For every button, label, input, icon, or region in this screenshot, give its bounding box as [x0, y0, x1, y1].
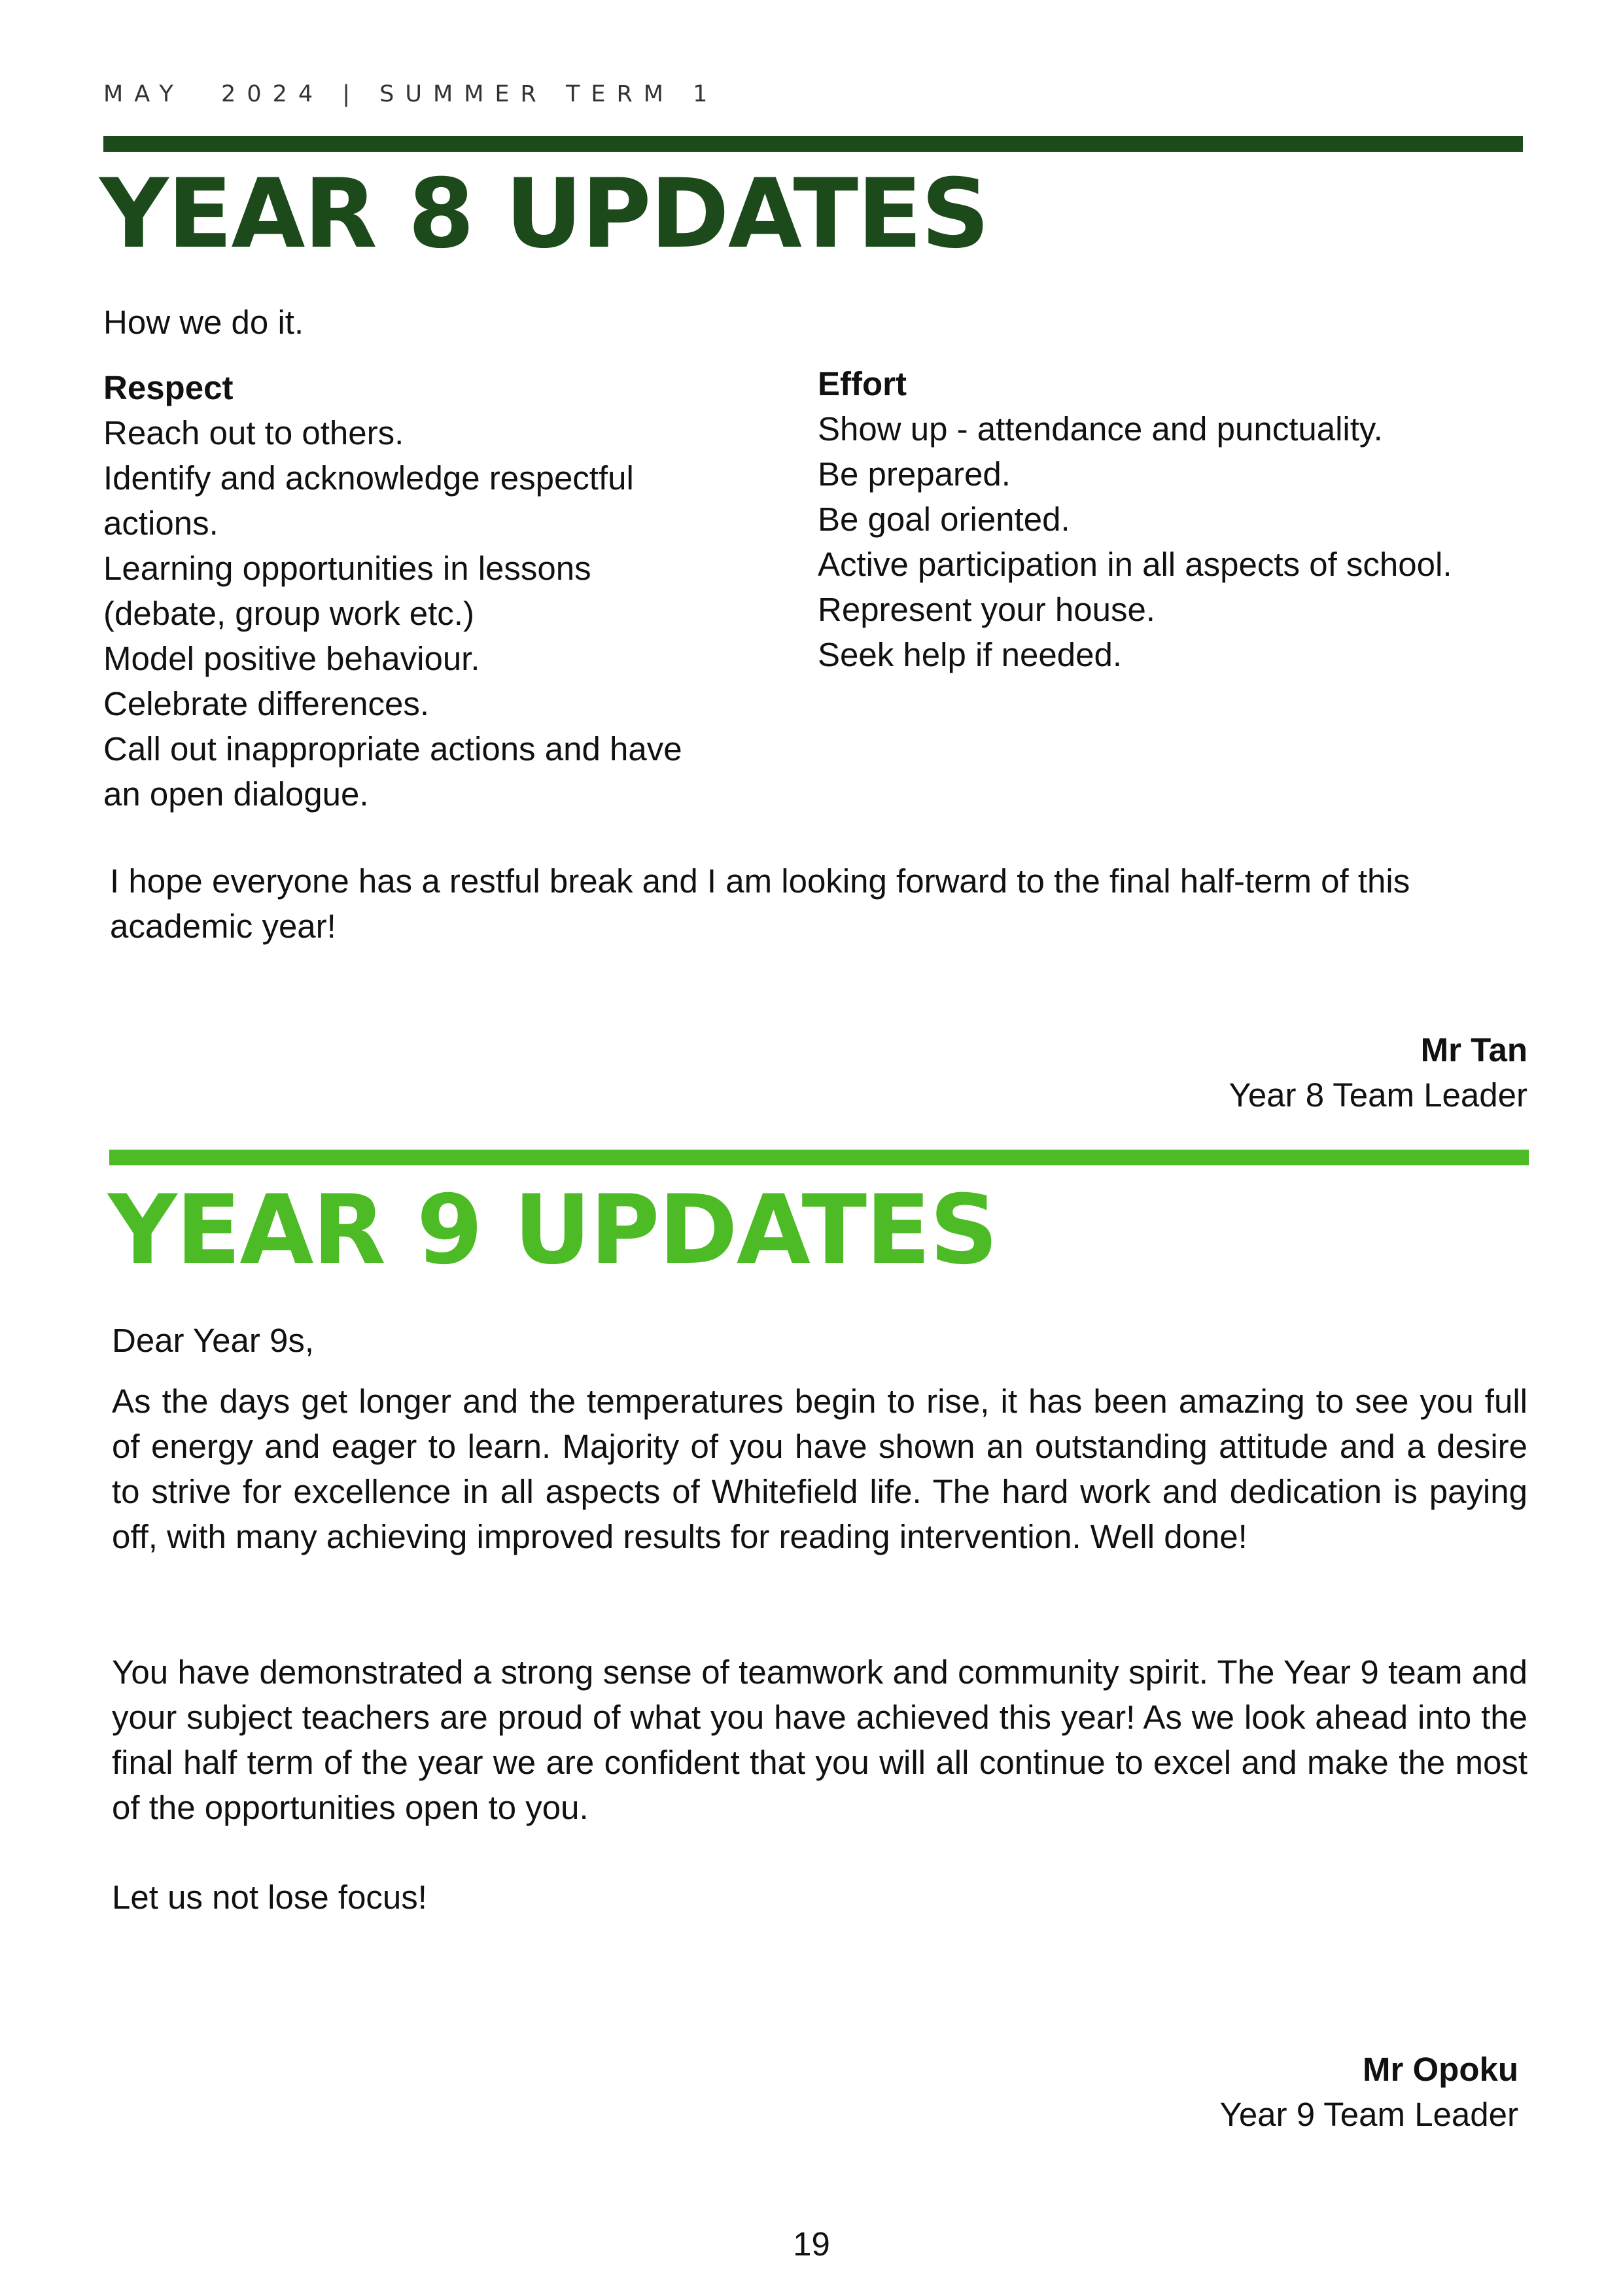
year8-title: YEAR 8 UPDATES [99, 158, 988, 270]
year9-divider [109, 1150, 1529, 1165]
signature-role: Year 8 Team Leader [1229, 1076, 1527, 1114]
respect-heading: Respect [103, 369, 234, 406]
effort-column [818, 361, 1537, 677]
effort-line: Active participation in all aspects of school. [818, 546, 1452, 583]
year8-signature [1229, 1027, 1527, 1118]
effort-line: Be goal oriented. [818, 501, 1070, 538]
effort-line: Show up - attendance and punctuality. [818, 410, 1383, 448]
respect-line: (debate, group work etc.) [103, 595, 474, 632]
respect-line: Learning opportunities in lessons [103, 550, 591, 587]
signature-name: Mr Tan [1420, 1031, 1527, 1069]
year9-paragraph: You have demonstrated a strong sense of teamwork and community spirit. The Year 9 team and your subject teachers are proud of what you have achieved this year! As we look ahead into the final half term of the year we are confident that you will all continue to excel and make the most of the opportunities open to you. [112, 1653, 1527, 1826]
respect-line: Call out inappropriate actions and have [103, 730, 682, 768]
respect-line: Reach out to others. [103, 414, 404, 451]
year9-paragraph: Let us not lose focus! [112, 1879, 427, 1916]
respect-line: Celebrate differences. [103, 685, 430, 722]
respect-line: actions. [103, 504, 218, 542]
effort-line: Seek help if needed. [818, 636, 1123, 673]
effort-line: Represent your house. [818, 591, 1155, 628]
year9-greeting: Dear Year 9s, [112, 1322, 315, 1359]
year8-intro: How we do it. [103, 304, 304, 341]
signature-role: Year 9 Team Leader [1219, 2096, 1518, 2133]
page-number: 19 [793, 2225, 830, 2263]
respect-line: Identify and acknowledge respectful [103, 459, 634, 497]
year8-closing-message: I hope everyone has a restful break and I am looking forward to the final half-term of this academic year! [110, 862, 1410, 945]
year9-signature [1219, 2047, 1518, 2137]
effort-line: Be prepared. [818, 455, 1011, 493]
respect-column [103, 365, 764, 817]
respect-line: Model positive behaviour. [103, 640, 480, 677]
signature-name: Mr Opoku [1363, 2051, 1518, 2088]
effort-heading: Effort [818, 365, 907, 402]
year8-divider [103, 136, 1523, 152]
respect-line: an open dialogue. [103, 775, 369, 813]
newsletter-date-term: MAY 2024 | SUMMER TERM 1 [103, 81, 719, 107]
year9-paragraph: As the days get longer and the temperatures begin to rise, it has been amazing to see you full of energy and eager to learn. Majority of you have shown an outstanding attitude and a desire to strive for excellence in all aspects of Whitefield life. The hard work and dedication is paying off, with many achieving improved results for reading intervention. Well done! [112, 1383, 1527, 1555]
year9-title: YEAR 9 UPDATES [108, 1174, 997, 1286]
